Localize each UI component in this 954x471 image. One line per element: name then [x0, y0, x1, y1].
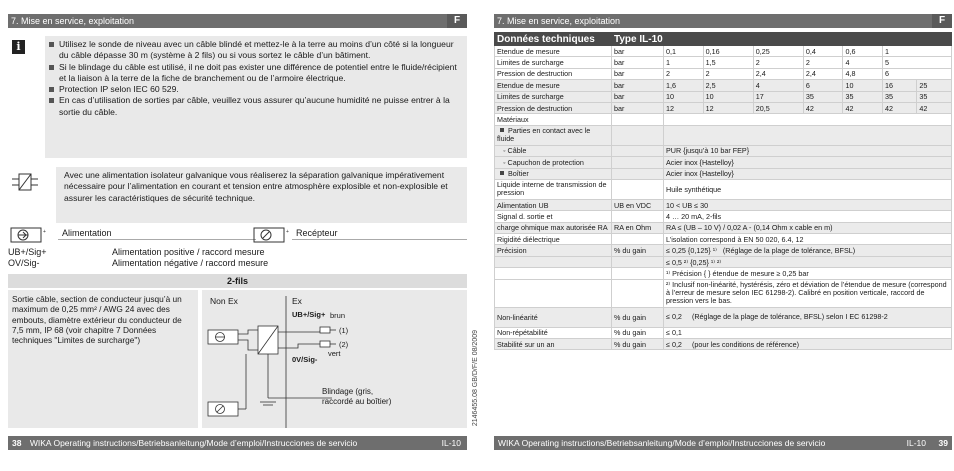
terminal-desc: Alimentation positive / raccord mesure — [112, 247, 265, 257]
power-supply-icon — [10, 227, 46, 243]
info-box — [45, 36, 467, 158]
divider — [292, 239, 467, 240]
table-row: Stabilité sur un an % du gain ≤ 0,2 (pour les conditions de référence) — [495, 339, 952, 350]
table-row: Limites de surcharge bar 1 1,5 2 2 4 5 — [495, 57, 952, 68]
table-row: Pression de destruction bar 2 2 2,4 2,4 4,8 6 — [495, 68, 952, 79]
table-row: ◦ Câble PUR {jusqu’à 10 bar FEP} — [495, 145, 952, 156]
page-number: 39 — [938, 438, 948, 448]
info-bullet: Protection IP selon IEC 60 529. — [49, 84, 463, 95]
bullet-square — [500, 171, 504, 175]
footer-doc: WIKA Operating instructions/Betriebsanleitung/Mode d’emploi/Instrucciones de servicio — [29, 438, 358, 448]
table-row: Boîtier Acier inox {Hastelloy} — [495, 168, 952, 179]
page-header — [8, 14, 467, 28]
table-row: Etendue de mesure bar 1,6 2,5 4 6 10 16 25 — [495, 80, 952, 91]
table-row: Précision % du gain ≤ 0,25 {0,125} ¹⁾ (Réglage de la plage de tolérance, BFSL) — [495, 245, 952, 256]
document-code: 2146455.08 GB/D/F/E 08/2009 — [472, 330, 479, 427]
bullet-square — [500, 128, 504, 132]
page-header — [494, 14, 952, 28]
table-row: ◦ Capuchon de protection Acier inox {Hastelloy} — [495, 157, 952, 168]
page-footer — [8, 436, 467, 450]
wiring-description: Sortie câble, section de conducteur jusqu’à un maximum de 0,25 mm² / AWG 24 avec des embouts, diamètre extérieur du conducteur de 7,5 mm, IP 68 (voir chapitre 7 Données techniques "Limites de surcharge") — [8, 290, 198, 428]
vert-label: vert — [328, 349, 341, 358]
alimentation-label: Alimentation — [62, 228, 112, 238]
wiring-diagram — [202, 290, 467, 428]
galvanic-isolator-icon — [12, 172, 38, 192]
page-number: 38 — [12, 438, 22, 448]
svg-text:+: + — [43, 229, 46, 235]
technical-data-table — [494, 32, 952, 350]
table-row: Matériaux — [495, 114, 952, 125]
table-row: charge ohmique max autorisée RA RA en Ohm RA ≤ (UB – 10 V) / 0,02 A - (0,14 Ohm x cable en m) — [495, 222, 952, 233]
ex-label: Ex — [292, 296, 302, 306]
ov-label: 0V/Sig- — [292, 355, 318, 364]
terminal-label: UB+/Sig+ — [8, 247, 47, 257]
table-row: Pression de destruction bar 12 12 20,5 42 42 42 42 — [495, 102, 952, 113]
terminal-desc: Alimentation négative / raccord mesure — [112, 258, 269, 268]
recepteur-label: Recépteur — [296, 228, 338, 238]
non-ex-label: Non Ex — [210, 296, 238, 306]
table-row: Non-répétabilité % du gain ≤ 0,1 — [495, 327, 952, 338]
right-page — [484, 0, 954, 471]
info-bullet: En cas d’utilisation de sorties par câble, veuillez vous assurer qu’aucune humidité ne puisse entrer à la sortie du câble. — [49, 95, 463, 118]
shield-label: Blindage (gris, raccordé au boîtier) — [322, 387, 392, 406]
galvanic-note: Avec une alimentation isolateur galvanique vous réaliserez la séparation galvanique impérativement nécessaire pour l’alimentation en courant et tension entre atmosphère explosible et non-explosible et assurer les caractéristiques de sécurité technique. — [56, 167, 467, 223]
pin1-label: (1) — [339, 326, 349, 335]
table-row: Alimentation UB UB en VDC 10 < UB ≤ 30 — [495, 199, 952, 210]
language-badge: F — [932, 14, 952, 28]
terminal-label: OV/Sig- — [8, 258, 40, 268]
table-row: ¹⁾ Précision { } étendue de mesure ≥ 0,25 bar — [495, 268, 952, 279]
divider — [58, 239, 256, 240]
ub-label: UB+/Sig+ — [292, 310, 326, 319]
table-row: ²⁾ Inclusif non-linéarité, hystérésis, zéro et déviation de l’étendue de mesure (correspond à l’erreur de mesure selon IEC 61298-2). Calibré en position verticale, raccord de pression vers le bas. — [495, 279, 952, 307]
table-row: Non-linéarité % du gain ≤ 0,2 (Réglage de la plage de tolérance, BFSL) selon I EC 61298-2 — [495, 307, 952, 327]
footer-model: IL-10 — [441, 438, 461, 448]
table-row: ≤ 0,5 ²⁾ {0,25} ¹⁾ ²⁾ — [495, 256, 952, 267]
header-title: 7. Mise en service, exploitation — [497, 16, 621, 26]
svg-text:+: + — [286, 229, 289, 235]
receiver-symbol — [208, 402, 238, 416]
table-header — [495, 33, 952, 46]
footer-doc: WIKA Operating instructions/Betriebsanleitung/Mode d’emploi/Instrucciones de servicio — [498, 438, 826, 448]
table-row: Signal d. sortie et 4 … 20 mA, 2-fils — [495, 211, 952, 222]
page-footer — [494, 436, 952, 450]
footer-model: IL-10 — [906, 438, 926, 448]
info-bullet: Si le blindage du câble est utilisé, il ne doit pas exister une différence de potentiel entre le fluide/récipient et la liaison à la terre de la fiche de branchement ou de l’armoire électrique. — [49, 62, 463, 85]
receiver-icon — [253, 227, 289, 243]
wiring-title: 2-fils — [8, 274, 467, 288]
header-title: 7. Mise en service, exploitation — [11, 16, 135, 26]
language-badge: F — [447, 14, 467, 28]
table-row: Liquide interne de transmission de pression Huile synthétique — [495, 179, 952, 199]
brun-label: brun — [330, 311, 346, 320]
table-row: Rigidité diélectrique L’isolation correspond à EN 50 020, 6.4, 12 — [495, 234, 952, 245]
table-row: Parties en contact avec le fluide — [495, 125, 952, 145]
info-icon: i — [12, 40, 25, 54]
pin2-label: (2) — [339, 340, 349, 349]
table-title: Données techniques — [495, 33, 612, 46]
table-row: Limites de surcharge bar 10 10 17 35 35 35 35 — [495, 91, 952, 102]
table-type: Type IL-10 — [612, 33, 952, 46]
table-row: Etendue de mesure bar 0,1 0,16 0,25 0,4 0,6 1 — [495, 46, 952, 57]
info-bullet: Utilisez le sonde de niveau avec un câble blindé et mettez-le à la terre au moins d’un côté si la longueur du câble dépasse 30 m (système à 2 fils) ou si vous sortez le câble d’un bâtiment. — [49, 39, 463, 62]
